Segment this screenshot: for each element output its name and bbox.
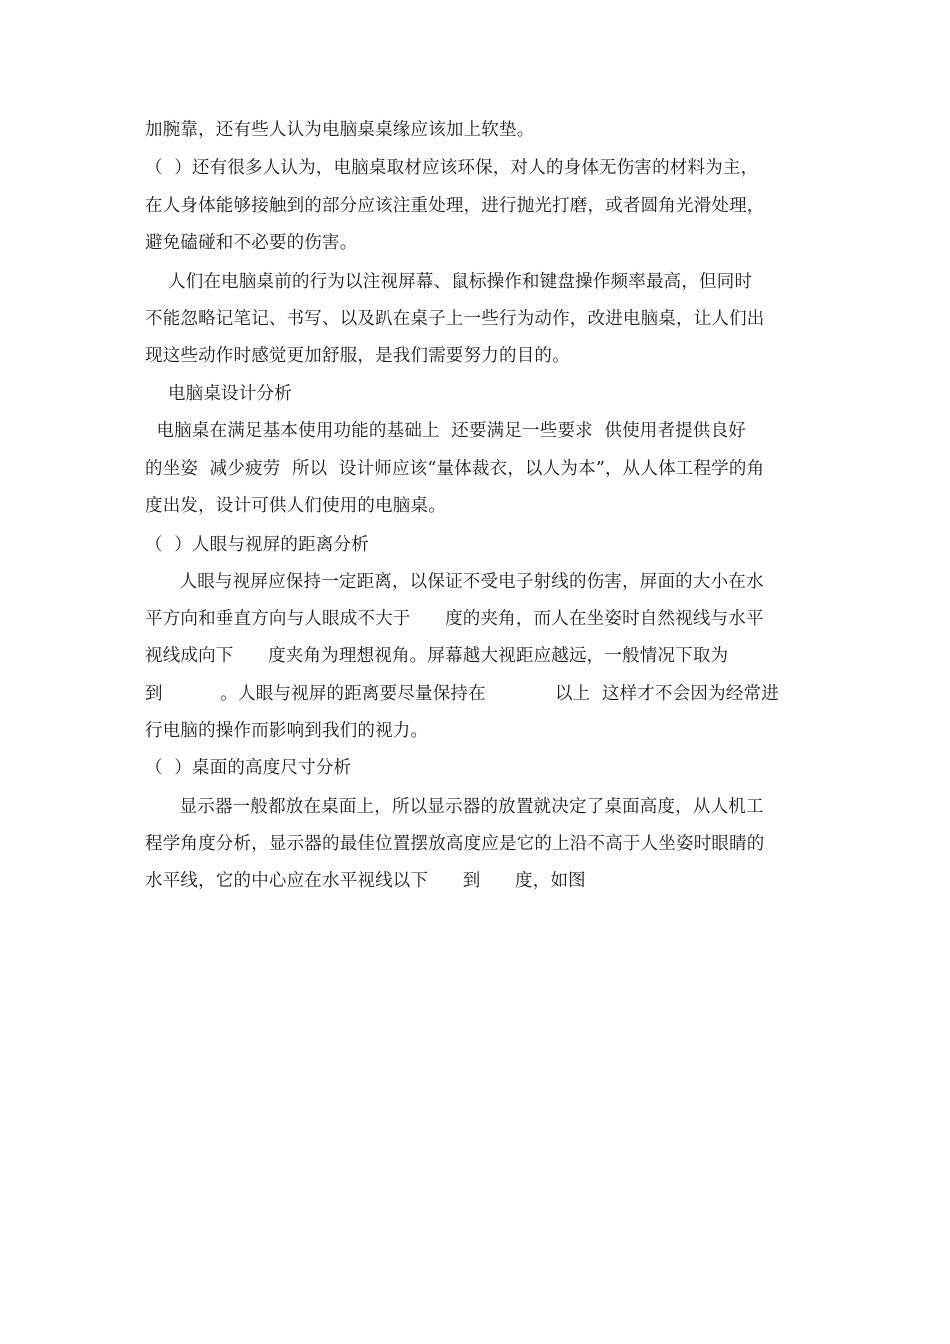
text-line: 人眼与视屏应保持一定距离，以保证不受电子射线的伤害，屏面的大小在水 — [145, 572, 764, 592]
text-line: 的坐姿 减少疲劳 所以 设计师应该“量体裁衣，以人为本”，从人体工程学的角 — [145, 459, 765, 479]
text-line: 行电脑的操作而影响到我们的视力。 — [145, 721, 429, 741]
text-line: 加腕靠，还有些人认为电脑桌桌缘应该加上软垫。 — [145, 120, 535, 140]
text-line: 电脑桌在满足基本使用功能的基础上 还要满足一些要求 供使用者提供良好 — [145, 421, 746, 441]
text-line: 到 。人眼与视屏的距离要尽量保持在 以上 这样才不会因为经常进 — [145, 684, 779, 704]
text-line: 水平线，它的中心应在水平视线以下 到 度，如图 — [145, 871, 586, 891]
subsection-heading: （ ）人眼与视屏的距离分析 — [145, 535, 369, 555]
subsection-heading: （ ）桌面的高度尺寸分析 — [145, 758, 352, 778]
section-heading: 电脑桌设计分析 — [145, 384, 292, 404]
text-line: 现这些动作时感觉更加舒服，是我们需要努力的目的。 — [145, 346, 570, 366]
text-line: 在人身体能够接触到的部分应该注重处理，进行抛光打磨，或者圆角光滑处理， — [145, 196, 765, 216]
text-line: 人们在电脑桌前的行为以注视屏幕、鼠标操作和键盘操作频率最高，但同时 — [145, 272, 753, 292]
text-line: 避免磕碰和不必要的伤害。 — [145, 233, 358, 253]
text-line: （ ）还有很多人认为，电脑桌取材应该环保，对人的身体无伤害的材料为主， — [145, 158, 759, 178]
text-line: 不能忽略记笔记、书写、以及趴在桌子上一些行为动作，改进电脑桌，让人们出 — [145, 309, 765, 329]
text-line: 视线成向下 度夹角为理想视角。屏幕越大视距应越远，一般情况下取为 — [145, 646, 729, 666]
text-line: 平方向和垂直方向与人眼成不大于 度的夹角，而人在坐姿时自然视线与水平 — [145, 609, 764, 629]
text-line: 程学角度分析，显示器的最佳位置摆放高度应是它的上沿不高于人坐姿时眼睛的 — [145, 834, 765, 854]
text-line: 显示器一般都放在桌面上，所以显示器的放置就决定了桌面高度，从人机工 — [145, 797, 764, 817]
text-line: 度出发，设计可供人们使用的电脑桌。 — [145, 496, 446, 516]
